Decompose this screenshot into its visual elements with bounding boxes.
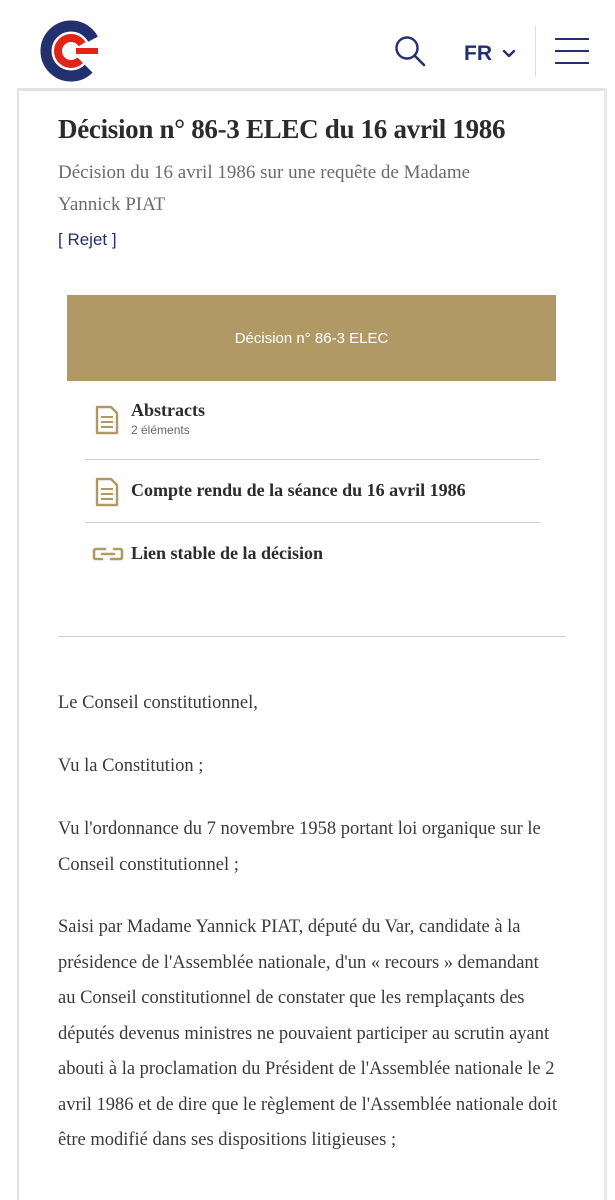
- stable-link-label: Lien stable de la décision: [131, 543, 324, 563]
- header-divider: [535, 26, 536, 76]
- abstracts-label: Abstracts: [131, 400, 205, 420]
- conseil-constitutionnel-logo[interactable]: [40, 20, 102, 82]
- section-divider: [58, 636, 566, 637]
- document-icon: [95, 477, 119, 507]
- language-label: FR: [464, 42, 492, 65]
- hamburger-menu-icon[interactable]: [555, 37, 591, 67]
- body-paragraph-4: Saisi par Madame Yannick PIAT, député du Var, candidate à la présidence de l'Assemblée nationale, d'un « recours » demandant au Conseil constitutionnel de constater que les remplaçants des députés devenus ministres ne pouvaient participer au scrutin ayant abouti à la proclamation du Président de l'Assemblée nationale le 2 avril 1986 et de dire que le règlement de l'Assemblée nationale doit être modifié dans ses dispositions litigieuses ;: [58, 917, 558, 1150]
- content-frame-top: [17, 88, 607, 91]
- body-paragraph-3: Vu l'ordonnance du 7 novembre 1958 portant loi organique sur le Conseil constitutionnel ;: [58, 819, 541, 875]
- page-subtitle: Décision du 16 avril 1986 sur une requête de Madame Yannick PIAT: [58, 162, 471, 215]
- row-divider: [85, 522, 540, 523]
- search-icon[interactable]: [393, 34, 427, 68]
- site-header: [0, 0, 615, 90]
- chevron-down-icon: [502, 49, 516, 59]
- abstracts-link[interactable]: [85, 400, 540, 445]
- compte-rendu-link[interactable]: [85, 475, 540, 511]
- document-icon: [95, 405, 119, 435]
- content-frame-left: [17, 88, 19, 1200]
- language-selector[interactable]: [464, 40, 516, 68]
- page-title: Décision n° 86-3 ELEC du 16 avril 1986: [58, 114, 506, 144]
- abstracts-count: 2 éléments: [131, 423, 190, 437]
- decision-number-label: Décision n° 86-3 ELEC: [234, 329, 389, 347]
- rejet-tag-link[interactable]: [ Rejet ]: [58, 230, 117, 249]
- decision-number-banner: [67, 295, 556, 381]
- content-frame-right: [604, 88, 607, 1200]
- body-paragraph-1: Le Conseil constitutionnel,: [58, 693, 258, 713]
- link-icon: [92, 546, 124, 562]
- body-paragraph-2: Vu la Constitution ;: [58, 756, 204, 776]
- compte-rendu-label: Compte rendu de la séance du 16 avril 1986: [131, 480, 466, 500]
- stable-link[interactable]: [85, 540, 540, 570]
- row-divider: [85, 459, 540, 460]
